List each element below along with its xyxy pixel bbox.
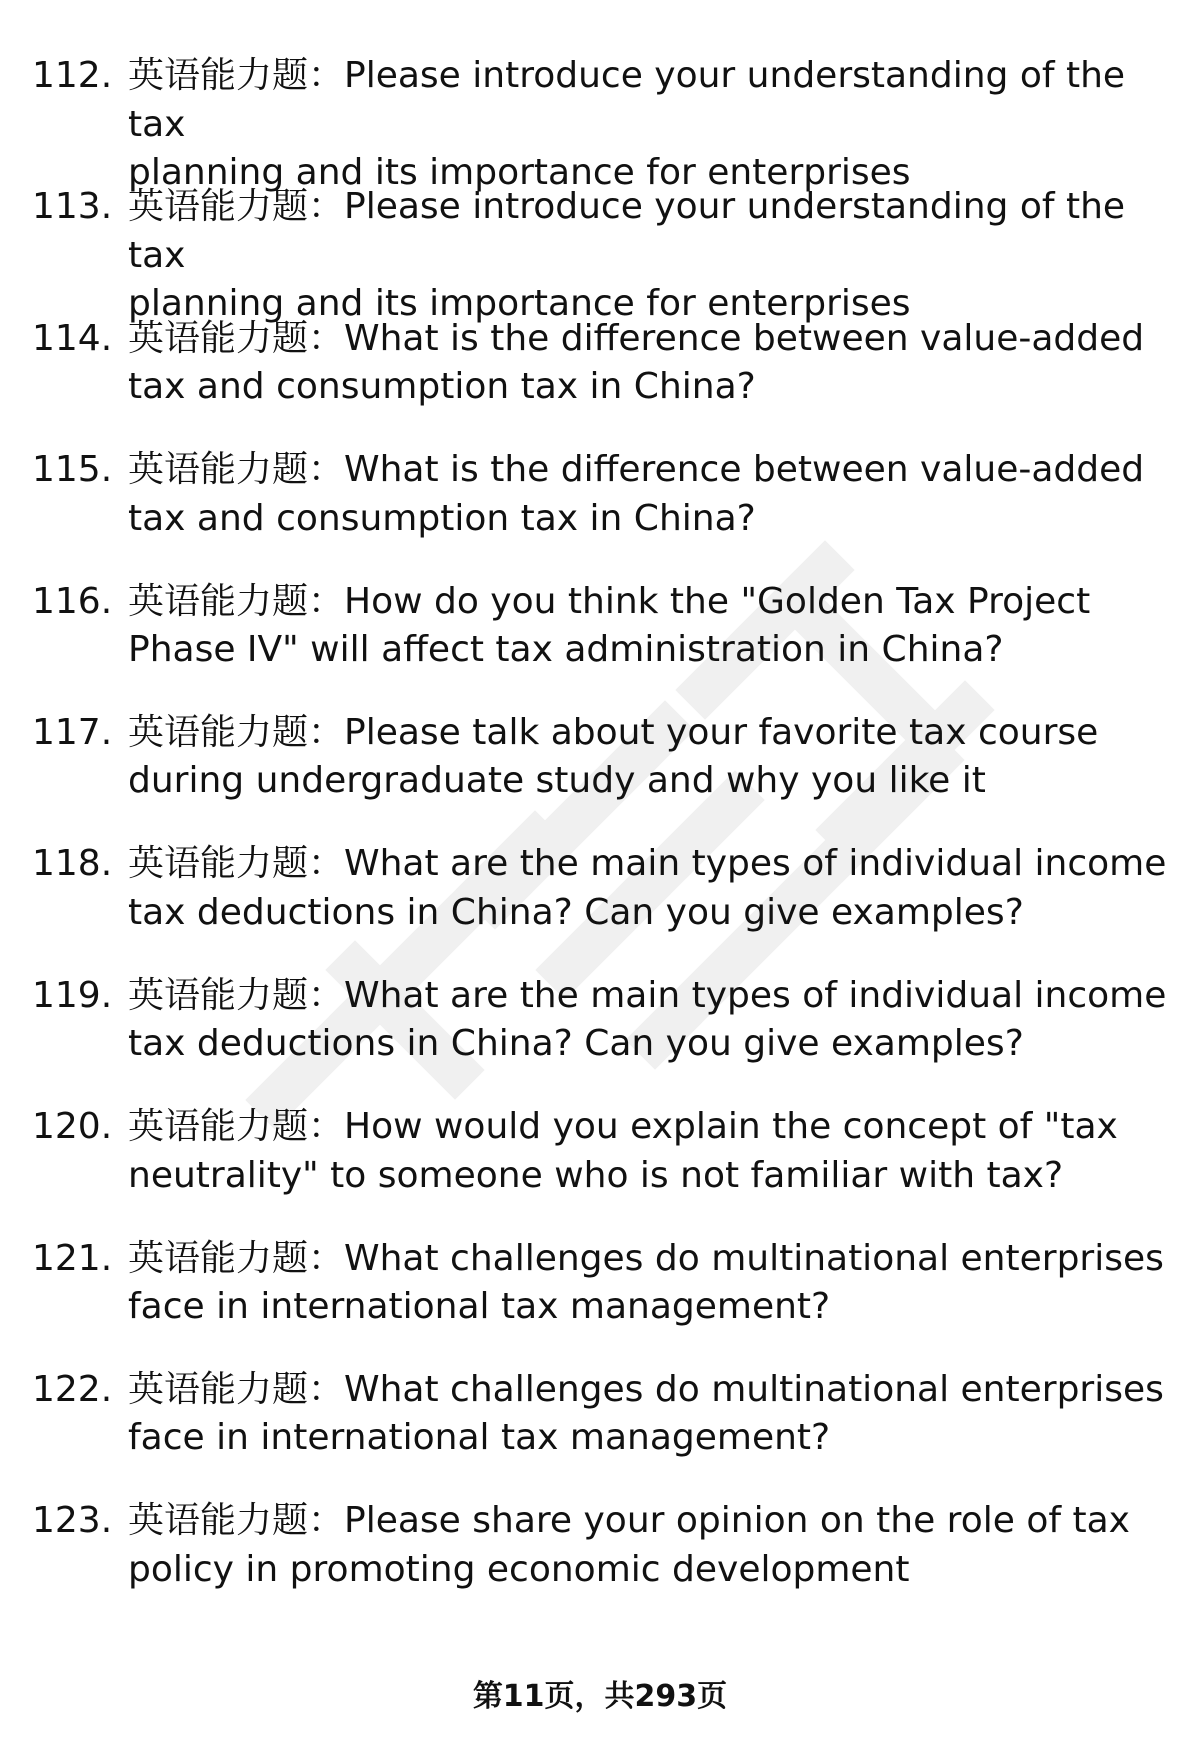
- question-text: 英语能力题：What is the difference between value-added tax and consumption tax in China?: [128, 317, 1145, 408]
- question-number: 116.: [32, 580, 113, 622]
- question-text: 英语能力题：Please introduce your understanding of the tax planning and its importance for enterprises: [128, 186, 1126, 325]
- question-number: 120.: [32, 1106, 113, 1148]
- question-number: 122.: [32, 1368, 113, 1410]
- question-number: 113.: [32, 186, 113, 228]
- question-item: [0, 709, 1200, 840]
- question-text: 英语能力题：What are the main types of individual income tax deductions in China? Can you give examples?: [128, 843, 1167, 933]
- question-item: [0, 446, 1200, 577]
- question-text: 英语能力题：Please talk about your favorite tax course during undergraduate study and why you like it: [128, 711, 1099, 802]
- question-item: [0, 52, 1200, 193]
- question-item: [0, 183, 1200, 325]
- question-text: 英语能力题：Please introduce your understanding of the tax planning and its importance for enterprises: [128, 55, 1126, 193]
- question-text: 英语能力题：How do you think the "Golden Tax Project Phase IV" will affect tax administration in China?: [128, 580, 1091, 671]
- question-number: 119.: [32, 974, 113, 1016]
- question-number: 123.: [32, 1500, 113, 1542]
- question-number: 117.: [32, 711, 113, 753]
- question-text: 英语能力题：Please share your opinion on the role of tax policy in promoting economic development: [128, 1500, 1130, 1590]
- question-number: 118.: [32, 843, 113, 885]
- question-text: 英语能力题：What is the difference between value-added tax and consumption tax in China?: [128, 449, 1145, 539]
- question-item: [0, 1103, 1200, 1234]
- question-text: 英语能力题：What are the main types of individual income tax deductions in China? Can you give examples?: [128, 974, 1167, 1065]
- question-item: [0, 840, 1200, 971]
- question-text: 英语能力题：How would you explain the concept of "tax neutrality" to someone who is not familiar with tax?: [128, 1106, 1118, 1196]
- question-text: 英语能力题：What challenges do multinational enterprises face in international tax management?: [128, 1237, 1164, 1328]
- question-list: [0, 52, 1200, 1629]
- question-item: [0, 972, 1200, 1103]
- question-number: 114.: [32, 317, 113, 359]
- question-number: 112.: [32, 55, 113, 96]
- page-number: 第11页，共293页: [472, 1679, 728, 1714]
- question-item: [0, 1366, 1200, 1497]
- question-item: [0, 1497, 1200, 1628]
- question-item: [0, 315, 1200, 446]
- question-number: 121.: [32, 1237, 113, 1279]
- question-number: 115.: [32, 449, 113, 491]
- question-text: 英语能力题：What challenges do multinational enterprises face in international tax management?: [128, 1368, 1164, 1459]
- question-item: [0, 578, 1200, 709]
- question-item: [0, 1235, 1200, 1366]
